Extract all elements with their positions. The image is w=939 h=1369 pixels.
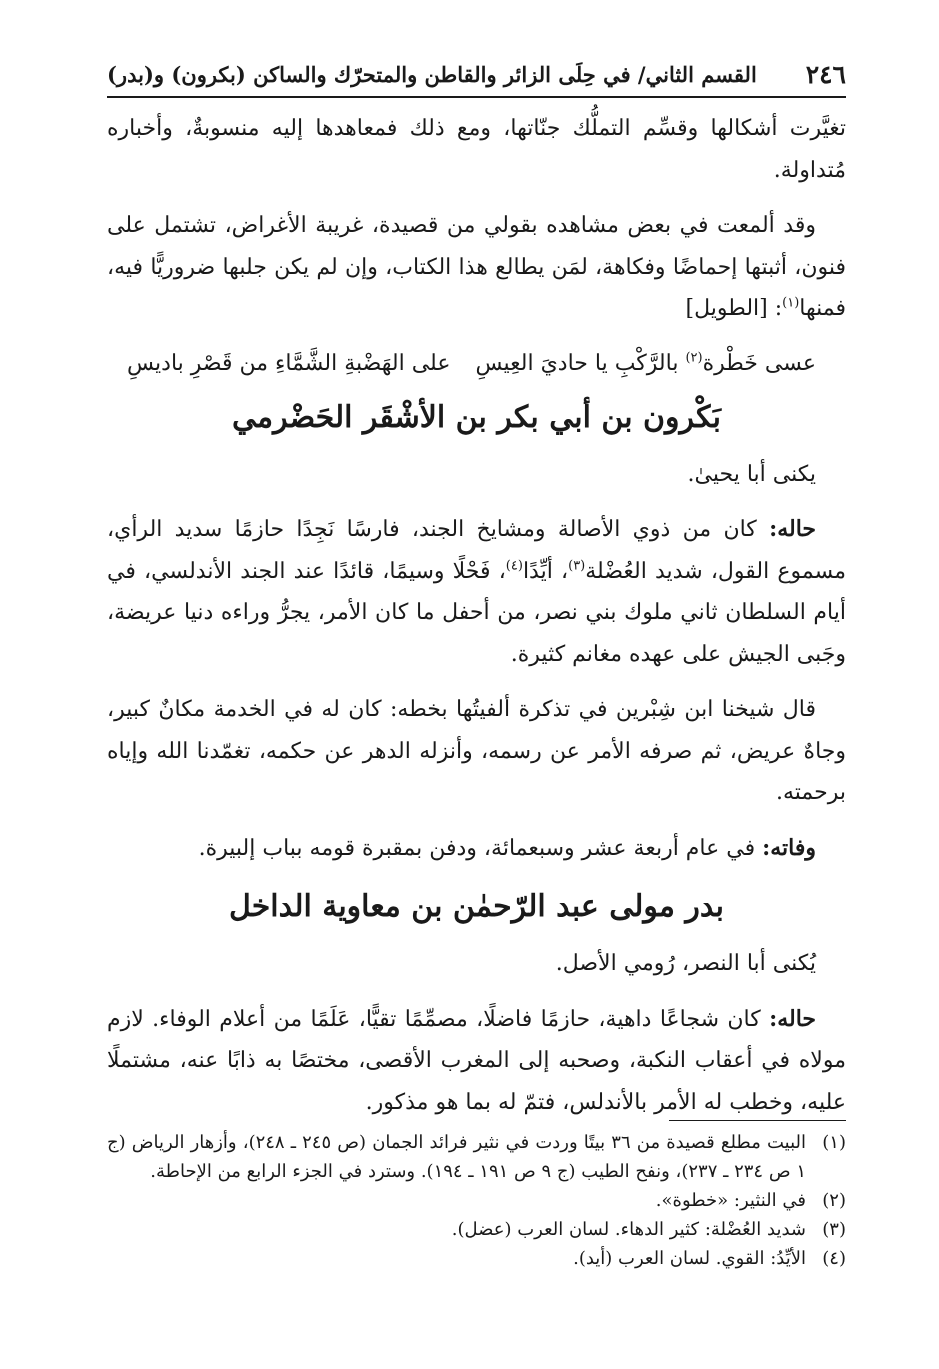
paragraph-continuation: تغيَّرت أشكالها وقسِّم التملُّك جنّاتها، ومع ذلك فمعاهدها إليه منسوبةٌ، وأخباره مُتداولة.	[107, 116, 846, 183]
page-number: ٢٤٦	[805, 59, 846, 89]
footnote-item: (٣) شديد العُضْلة: كثير الدهاء. لسان العرب (عضل).	[451, 1219, 846, 1240]
biography-heading-badr: بدر مولى عبد الرّحمٰن بن معاوية الداخل	[228, 889, 725, 924]
quote-ibn-shibrin: قال شيخنا ابن شِبْرين في تذكرة ألفيتُها بخطه: كان له في الخدمة مكانٌ كبير، وجاهٌ عريض، ثم صرفه الأمر عن رسمه، وأنزله الدهر عن حكمه، تغمّدنا الله وإياه برحمته.	[107, 697, 846, 805]
footnote-ref-1[interactable]: (١)	[782, 295, 800, 311]
footnotes	[107, 1128, 846, 1273]
haluh-label: حاله:	[769, 1005, 816, 1032]
kunya-badr: يُكنى أبا النصر، رُومي الأصل.	[555, 951, 816, 976]
death-bakrun: وفاته: في عام أربعة عشر وسبعمائة، ودفن بمقبرة قومه بباب إلبيرة.	[198, 834, 816, 861]
footnote-ref-4[interactable]: (٤)	[505, 558, 523, 574]
verse-second-hemistich: على الهَضْبةِ الشَّمَّاءِ من قَصْرِ باديسِ	[127, 350, 451, 376]
kunya-bakrun: يكنى أبا يحيىٰ.	[687, 461, 816, 487]
biography-heading-bakrun: بَكْرون بن أبي بكر بن الأشْقَر الحَضْرمي	[232, 399, 721, 435]
footnote-ref-3[interactable]: (٣)	[568, 558, 586, 574]
haluh-label: حاله:	[769, 516, 816, 542]
verse-first-hemistich: عسى خَطْرة$^{(٢)}$ بالرَّكْبِ يا حاديَ العِيسِ	[475, 350, 816, 376]
haluh-badr: حاله: كان شجاعًا داهية، حازمًا فاضلًا، مصمِّمًا تقيًّا، عَلَمًا من أعلام الوفاء. لازم مولاه في أعقاب النكبة، وصحبه إلى المغرب الأقصى، مختصًا به ذابًا عنه، مشتملًا عليه، وخطب له الأمر بالأندلس، فتمّ له بما هو مذكور.	[107, 1005, 846, 1115]
footnote-item: (١) البيت مطلع قصيدة من ٣٦ بيتًا وردت في نثير فرائد الجمان (ص ٢٤٥ ـ ٢٤٨)، وأزهار الرياض (ج ١ ص ٢٣٤ ـ ٢٣٧)، ونفح الطيب (ج ٩ ص ١٩١ ـ ١٩٤). وسترد في الجزء الرابع من الإحاطة.	[107, 1132, 846, 1182]
haluh-bakrun: حاله: كان من ذوي الأصالة ومشايخ الجند، فارسًا نَجِدًا حازمًا سديد الرأي، مسموع القول، شديد العُضْلة$^{(٣)}$، أيِّدًا$^{(٤)}$، فَحْلًا وسيمًا، قائدًا عند الجند الأندلسي، في أيام السلطان ثاني ملوك بني نصر، من أحفل ما كان الأمر، يجرُّ وراءه دنيا عريضة، وجَبى الجيش على عهده مغانم كثيرة.	[107, 516, 846, 667]
footnote-ref-2[interactable]: (٢)	[685, 350, 703, 366]
running-title: القسم الثاني/ في حِلَى الزائر والقاطن والمتحرّك والساكن (بكرون) و(بدر)	[107, 61, 757, 87]
running-header	[107, 54, 846, 94]
footnote-divider	[669, 1120, 846, 1121]
death-label: وفاته:	[762, 834, 816, 861]
main-text	[107, 108, 846, 1137]
footnote-item: (٤) الأيِّدُ: القوي. لسان العرب (أيد).	[573, 1248, 846, 1269]
paragraph-poem-intro: وقد ألمعت في بعض مشاهده بقولي من قصيدة، غريبة الأغراض، تشتمل على فنون، أثبتها إحماضًا وفكاهة، لمَن يطالع هذا الكتاب، وإن لم يكن جلبها ضروريًّا فيه، فمنها$^{(١)}$: [الطويل]	[107, 213, 846, 321]
poem-verse	[127, 344, 816, 384]
footnote-item: (٢) في النثير: «خطوة».	[655, 1190, 846, 1211]
header-divider	[107, 96, 846, 98]
